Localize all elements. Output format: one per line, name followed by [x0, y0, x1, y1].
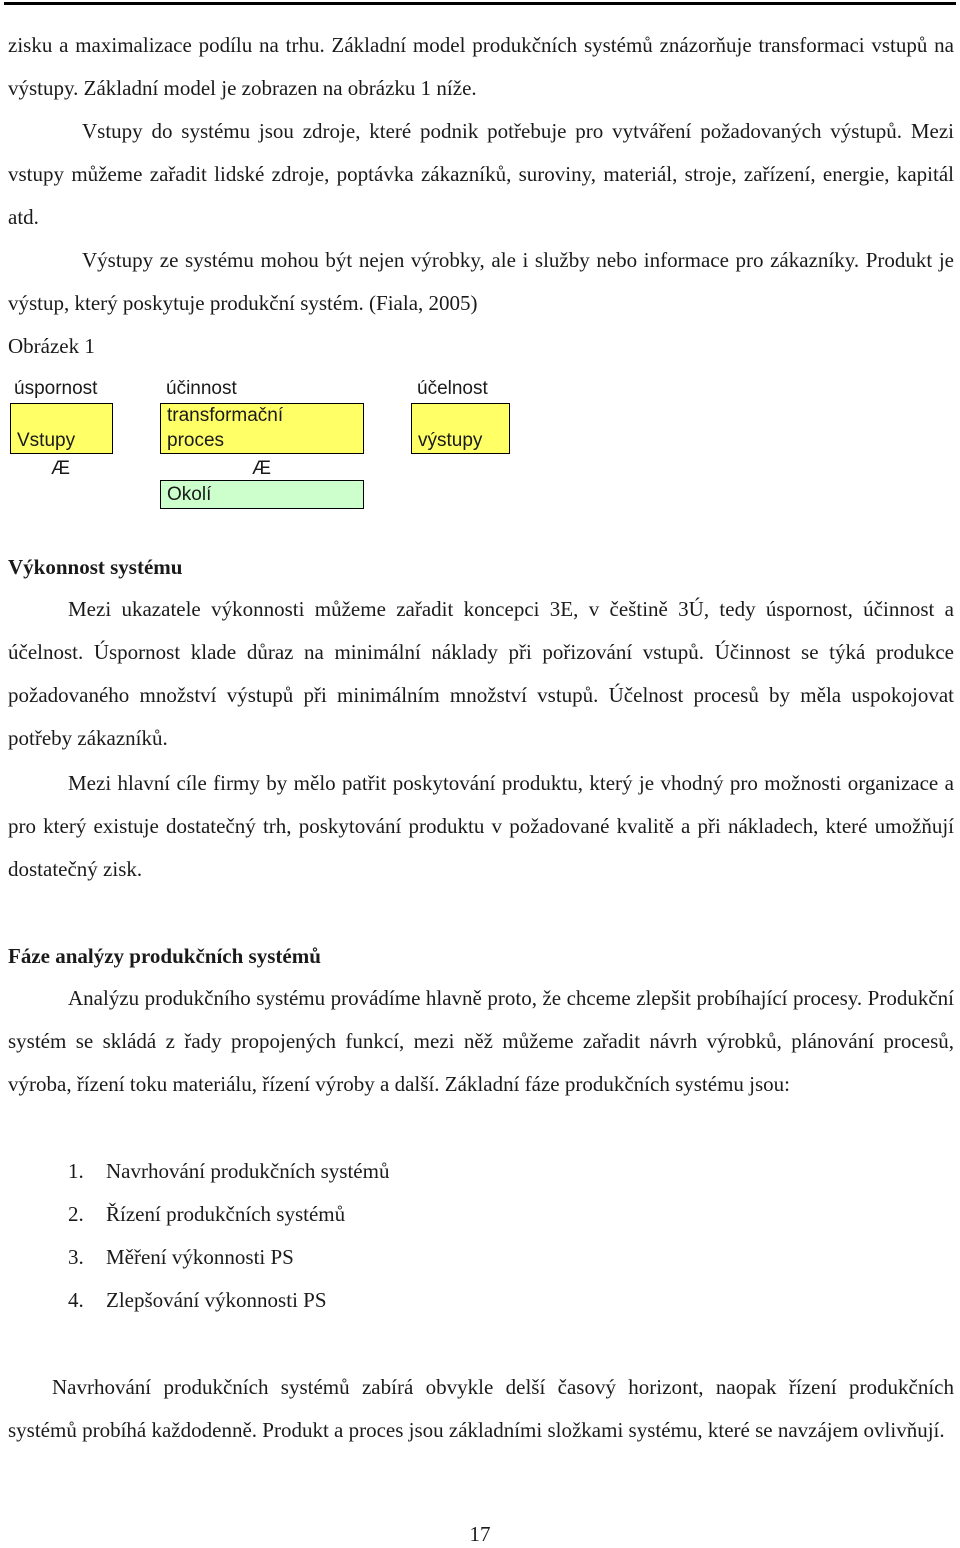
inputs-box — [10, 403, 113, 454]
heading-analysis-phases: Fáze analýzy produkčních systémů — [8, 944, 321, 968]
paragraph-3e: Mezi ukazatele výkonnosti můžeme zařadit koncepci 3E, v češtině 3Ú, tedy úspornost, účinnost a účelnost. Úspornost klade důraz na minimální náklady při pořizování vstupů. Účinnost se týká produkce požadovaného množství výstupů při minimálním množství vstupů. Účelnost procesů by měla uspokojovat potřeby zákazníků. — [8, 597, 954, 750]
process-box — [160, 403, 364, 454]
label-ucelnost: účelnost — [417, 378, 488, 399]
outputs-box — [411, 403, 510, 454]
environment-label: Okolí — [167, 484, 212, 505]
environment-box — [160, 480, 364, 509]
inputs-label: Vstupy — [17, 430, 76, 451]
paragraph-design-control: Navrhování produkčních systémů zabírá obvykle delší časový horizont, naopak řízení produkčních systémů probíhá každodenně. Produkt a proces jsou základními složkami systému, které se navzájem ovlivňují. — [8, 1375, 954, 1442]
outputs-label: výstupy — [418, 430, 483, 451]
paragraph-inputs: Vstupy do systému jsou zdroje, které podnik potřebuje pro vytváření požadovaných výstupů. Mezi vstupy můžeme zařadit lidské zdroje, poptávka zákazníků, suroviny, materiál, stroje, zařízení, energie, kapitál atd. — [8, 119, 954, 229]
page-number: 17 — [469, 1522, 491, 1546]
label-ucinnost: účinnost — [166, 378, 237, 399]
paragraph-goals: Mezi hlavní cíle firmy by mělo patřit poskytování produktu, který je vhodný pro možnosti organizace a pro který existuje dostatečný trh, poskytování produktu v požadované kvalitě a při nákladech, které umožňují dostatečný zisk. — [8, 771, 954, 881]
figure-caption: Obrázek 1 — [8, 334, 95, 358]
heading-performance: Výkonnost systému — [8, 555, 183, 579]
paragraph-outputs: Výstupy ze systému mohou být nejen výrobky, ale i služby nebo informace pro zákazníky. Produkt je výstup, který poskytuje produkční systém. (Fiala, 2005) — [8, 248, 954, 315]
process-label-line1: transformační — [167, 405, 284, 426]
arrow-symbol: Æ — [252, 458, 271, 479]
process-label-line2: proces — [167, 430, 225, 451]
list-item: 3. Měření výkonnosti PS — [68, 1245, 294, 1269]
list-item: 1. Navrhování produkčních systémů — [68, 1159, 390, 1183]
top-rule — [4, 2, 956, 5]
label-uspornost: úspornost — [14, 378, 98, 399]
phase-list — [68, 1150, 389, 1322]
paragraph-intro: zisku a maximalizace podílu na trhu. Základní model produkčních systémů znázorňuje transformaci vstupů na výstupy. Základní model je zobrazen na obrázku 1 níže. — [8, 33, 954, 100]
list-item: 2. Řízení produkčních systémů — [68, 1202, 346, 1226]
list-item: 4. Zlepšování výkonnosti PS — [68, 1288, 327, 1312]
arrow-symbol: Æ — [51, 458, 70, 479]
paragraph-analysis: Analýzu produkčního systému provádíme hlavně proto, že chceme zlepšit probíhající procesy. Produkční systém se skládá z řady propojených funkcí, mezi něž můžeme zařadit návrh výrobků, plánování procesů, výroba, řízení toku materiálu, řízení výroby a další. Základní fáze produkčních systému jsou: — [8, 986, 954, 1096]
